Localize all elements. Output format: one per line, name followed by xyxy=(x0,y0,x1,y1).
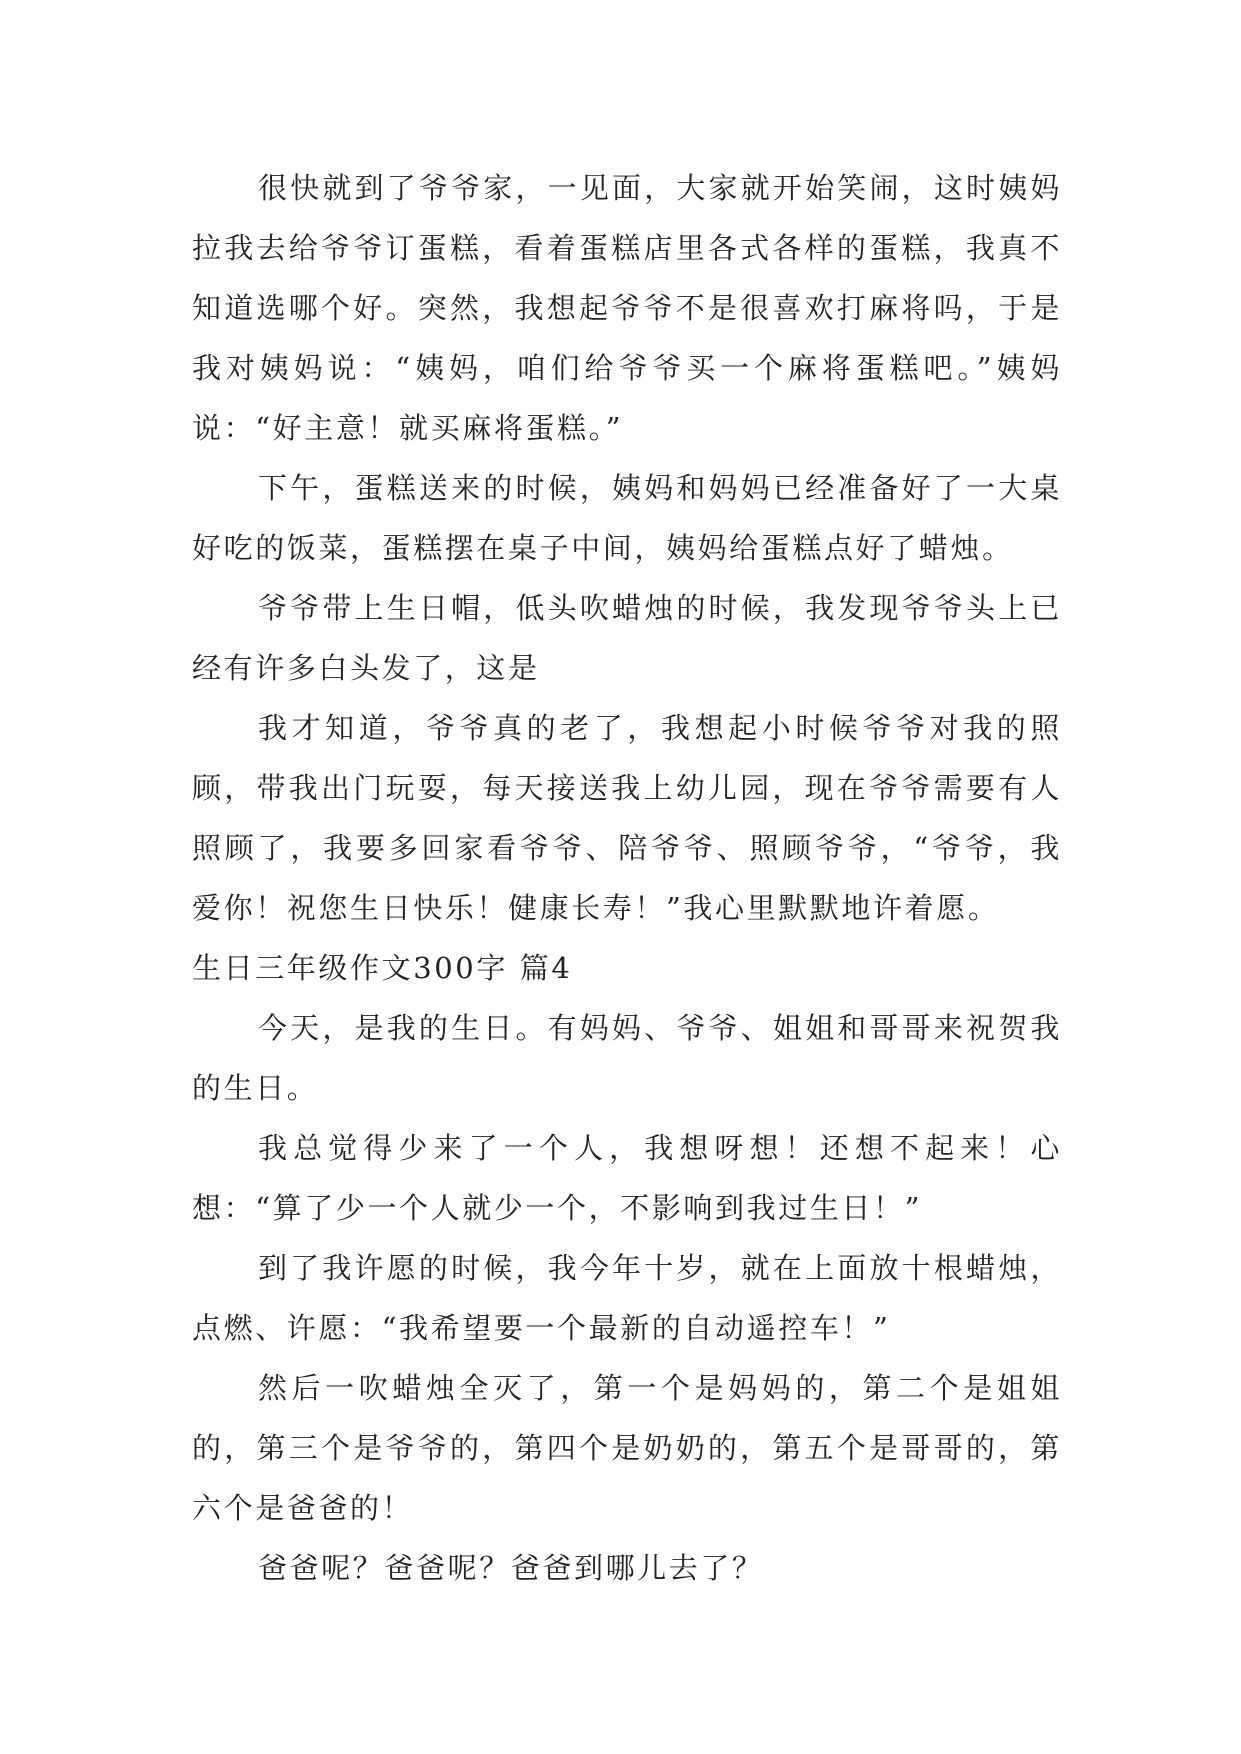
paragraph-missing-someone: 我总觉得少来了一个人，我想呀想！还想不起来！心想：“算了少一个人就少一个，不影响到我过生日！” xyxy=(192,1131,1062,1225)
paragraph-arriving-grandpa-home: 很快就到了爷爷家，一见面，大家就开始笑闹，这时姨妈拉我去给爷爷订蛋糕，看着蛋糕店里各式各样的蛋糕，我真不知道选哪个好。突然，我想起爷爷不是很喜欢打麻将吗，于是我对姨妈说：“姨妈，咱们给爷爷买一个麻将蛋糕吧。”姨妈说：“好主意！就买麻将蛋糕。” xyxy=(192,171,1062,445)
paragraph-where-is-dad: 爸爸呢？爸爸呢？爸爸到哪儿去了？ xyxy=(258,1551,764,1585)
paragraph-my-birthday: 今天，是我的生日。有妈妈、爷爷、姐姐和哥哥来祝贺我的生日。 xyxy=(192,1011,1062,1105)
paragraph-grandpa-is-old: 我才知道，爷爷真的老了，我想起小时候爷爷对我的照顾，带我出门玩耍，每天接送我上幼儿园，现在爷爷需要有人照顾了，我要多回家看爷爷、陪爷爷、照顾爷爷，“爷爷，我爱你！祝您生日快乐！健康长寿！”我心里默默地许着愿。 xyxy=(192,711,1062,925)
section-heading: 生日三年级作文300字 篇4 xyxy=(192,951,573,985)
article-body xyxy=(192,158,1062,1598)
paragraph-afternoon-cake: 下午，蛋糕送来的时候，姨妈和妈妈已经准备好了一大桌好吃的饭菜，蛋糕摆在桌子中间，姨妈给蛋糕点好了蜡烛。 xyxy=(192,471,1062,565)
paragraph-candles-out: 然后一吹蜡烛全灭了，第一个是妈妈的，第二个是姐姐的，第三个是爷爷的，第四个是奶奶的，第五个是哥哥的，第六个是爸爸的！ xyxy=(192,1371,1062,1525)
paragraph-making-wish: 到了我许愿的时候，我今年十岁，就在上面放十根蜡烛，点燃、许愿：“我希望要一个最新的自动遥控车！” xyxy=(192,1251,1062,1345)
paragraph-blowing-candles: 爷爷带上生日帽，低头吹蜡烛的时候，我发现爷爷头上已经有许多白头发了，这是 xyxy=(192,591,1062,685)
